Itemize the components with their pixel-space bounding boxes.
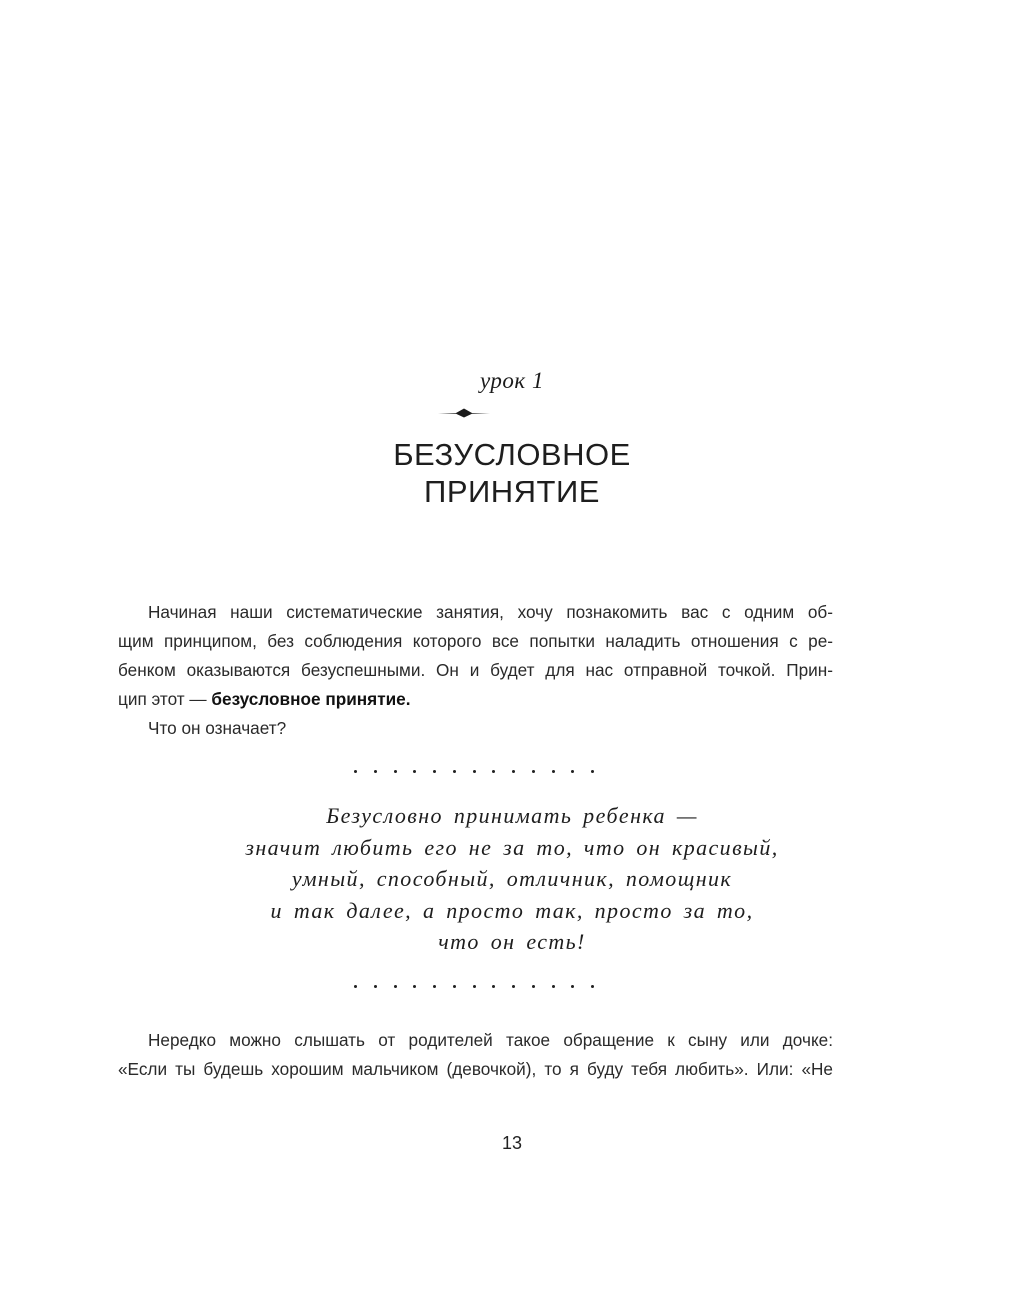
lesson-label: урок 1 — [480, 368, 544, 393]
outro-text — [118, 1026, 833, 1084]
bold-term: безусловное принятие. — [211, 689, 411, 709]
dotted-separator-bottom — [354, 982, 594, 990]
page-number: 13 — [501, 1133, 523, 1153]
text-line: Что он означает? — [148, 718, 287, 738]
chapter-title-line: ПРИНЯТИЕ — [424, 474, 600, 509]
chapter-title-line: БЕЗУСЛОВНОЕ — [393, 437, 631, 472]
text-line: Нередко можно слышать от родителей такое обращение к сыну или дочке: — [148, 1030, 833, 1050]
paragraph — [118, 1026, 833, 1084]
text-line: Начиная наши систематические занятия, хочу познакомить вас с одним об- — [148, 602, 833, 622]
text-line: «Если ты будешь хорошим мальчиком (девочкой), то я буду тебя любить». Или: «Не — [118, 1059, 833, 1079]
paragraph — [118, 598, 833, 714]
dotted-separator-top — [354, 767, 594, 775]
quote-line: что он есть! — [438, 929, 586, 954]
quote-block — [0, 800, 1024, 958]
quote-line: Безусловно принимать ребенка — — [326, 803, 698, 828]
chapter-title — [0, 436, 1024, 510]
quote-line: умный, способный, отличник, помощник — [291, 866, 733, 891]
text-line — [118, 685, 833, 714]
text-fragment: цип этот — — [118, 689, 212, 709]
quote-line: и так далее, а просто так, просто за то, — [270, 897, 754, 923]
text-line: бенком оказываются безуспешными. Он и будет для нас отправной точкой. Прин- — [118, 660, 833, 680]
divider-ornament-icon — [438, 407, 490, 419]
quote-line: значит любить его не за то, что он красивый, — [245, 834, 779, 860]
intro-text — [118, 598, 833, 743]
text-line: щим принципом, без соблюдения которого все попытки наладить отношения с ре- — [118, 631, 833, 651]
paragraph — [118, 714, 833, 743]
